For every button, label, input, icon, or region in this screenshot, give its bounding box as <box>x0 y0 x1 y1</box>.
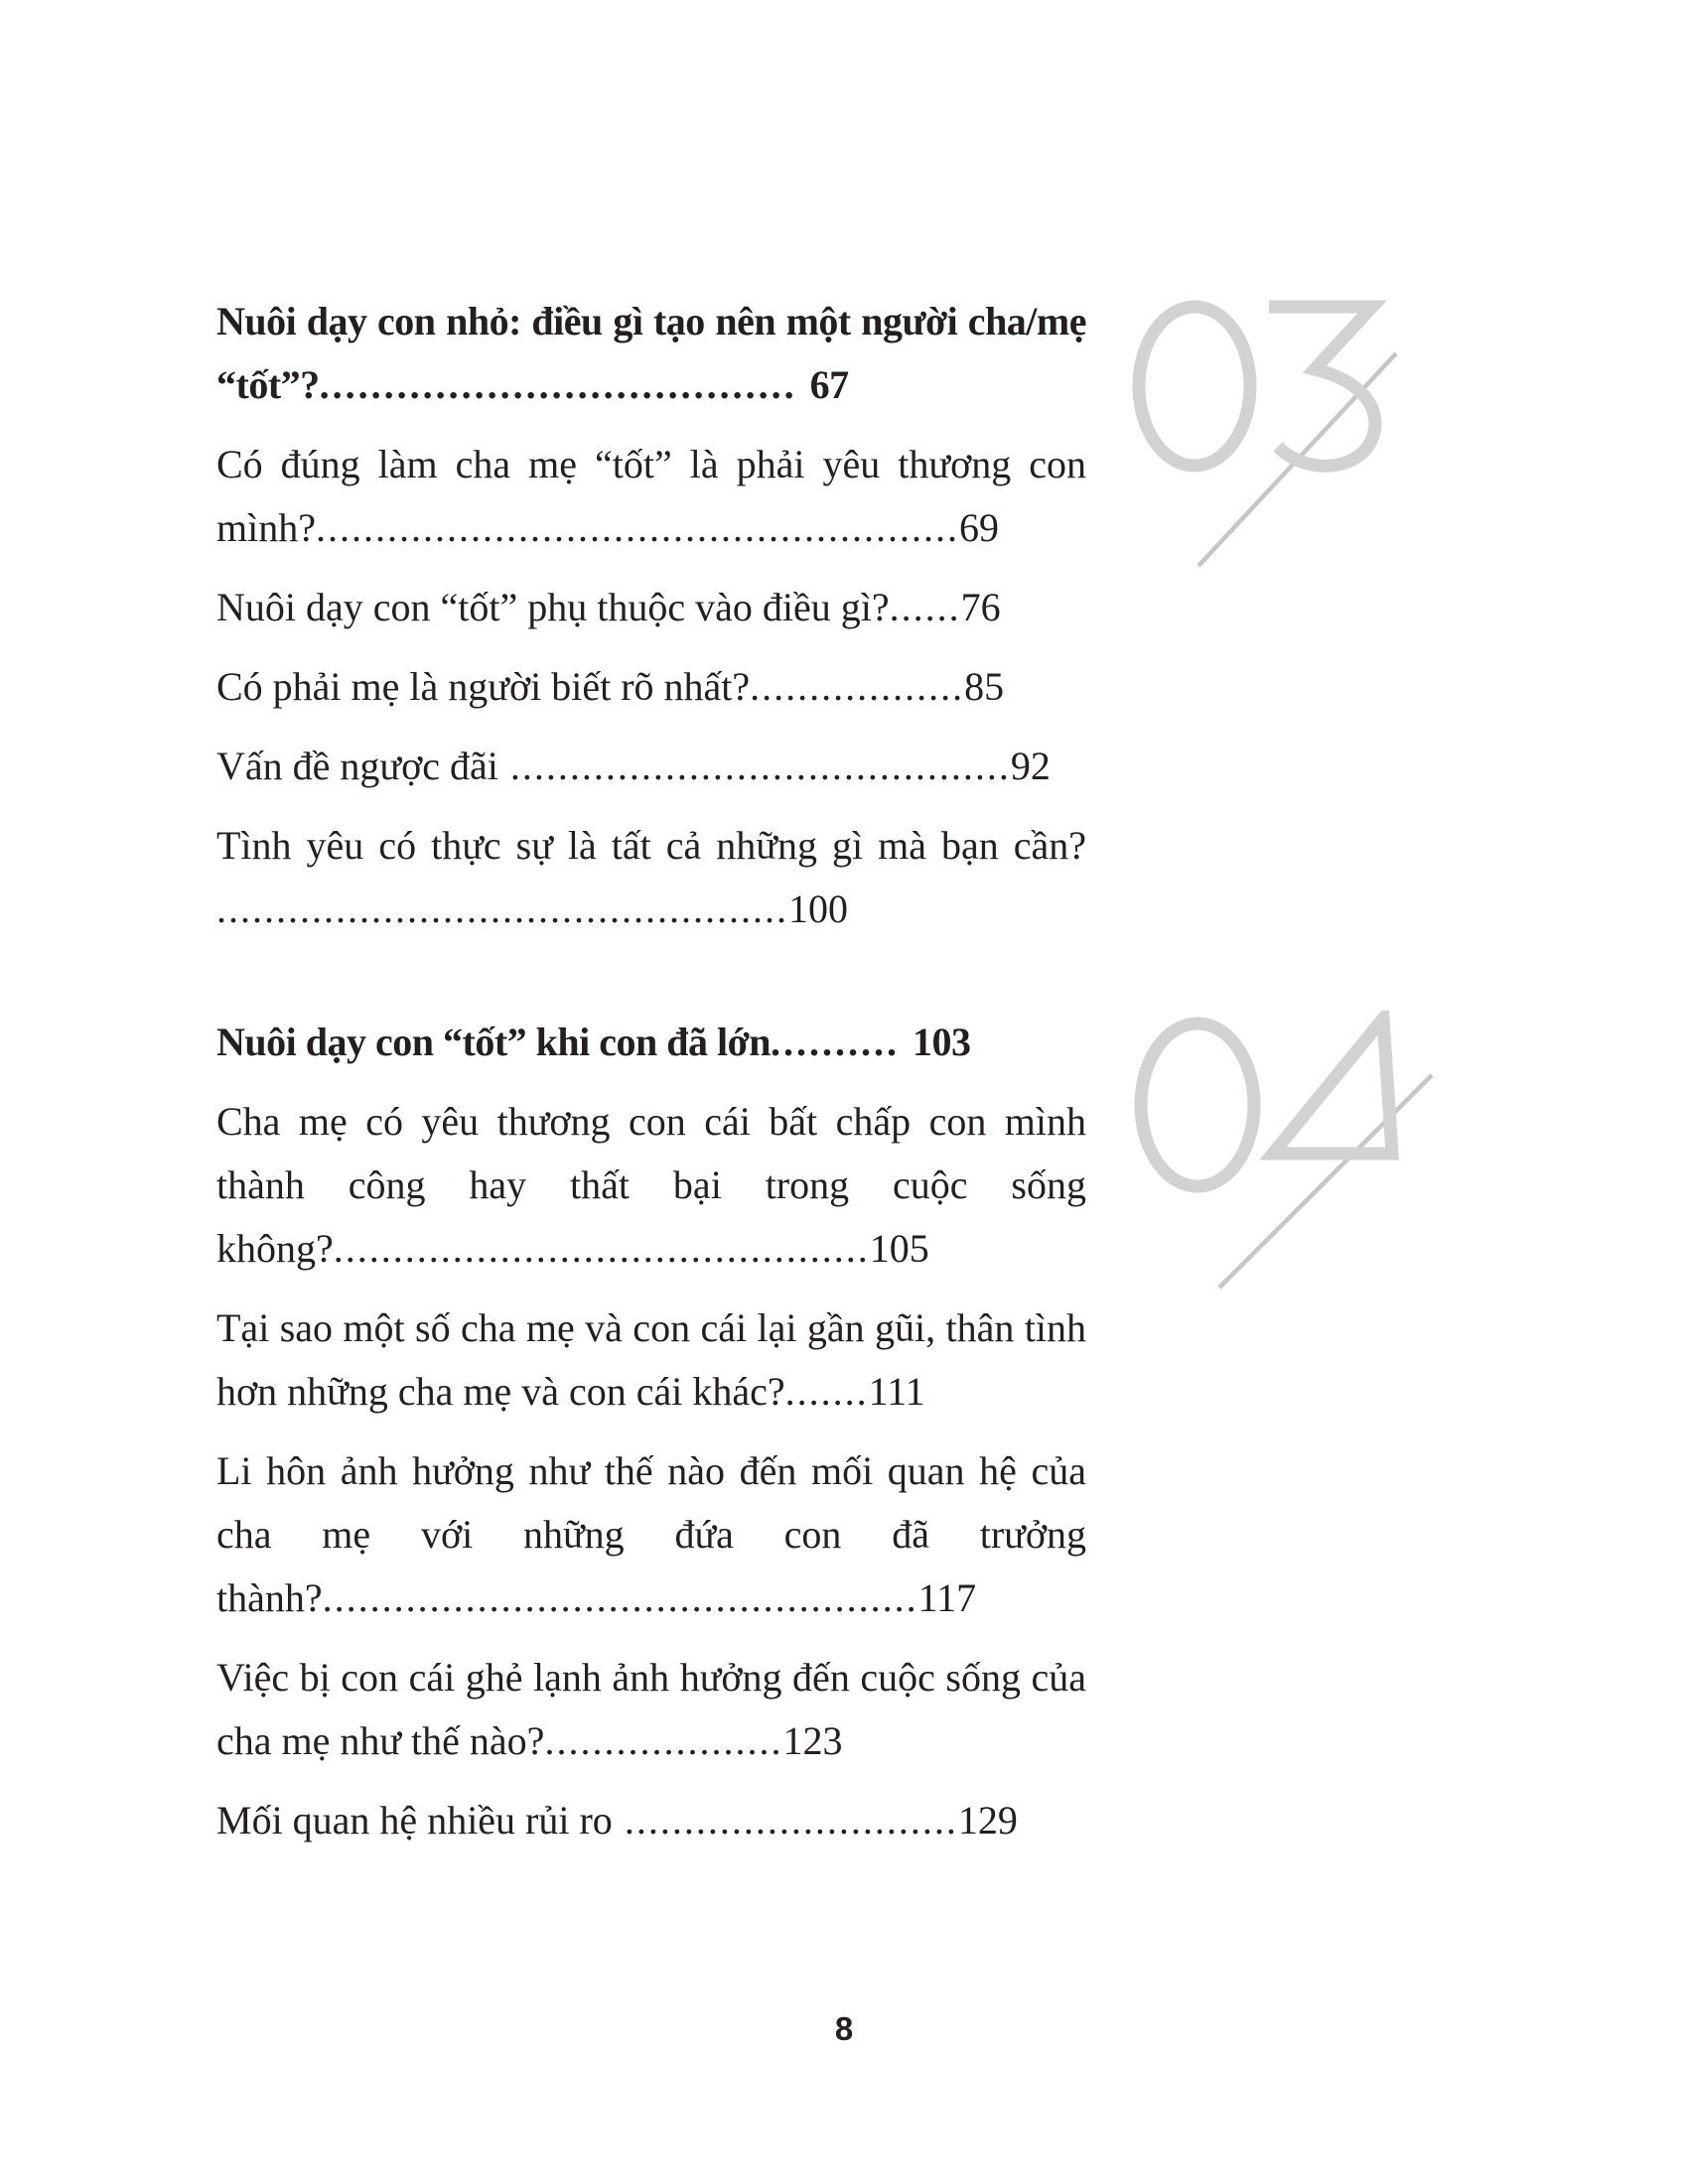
toc-entry <box>216 1090 1086 1281</box>
digit-3-shape <box>1269 307 1375 466</box>
chapter-04-heading <box>216 1011 1086 1074</box>
heading-label: Nuôi dạy con nhỏ: điều gì tạo nên một người cha/mẹ “tốt”? <box>216 299 1086 407</box>
entry-label: Tại sao một số cha mẹ và con cái lại gần gũi, thân tình hơn những cha mẹ và con cái khác? <box>216 1305 1086 1414</box>
toc-entry <box>216 1789 1086 1852</box>
diagonal-slash <box>1219 1075 1432 1288</box>
toc-entry <box>216 576 1086 639</box>
toc-entry <box>216 735 1086 798</box>
entry-label: Cha mẹ có yêu thương con cái bất chấp con mình thành công hay thất bại trong cuộc sống không? <box>216 1099 1086 1271</box>
page-number: 117 <box>917 1575 977 1620</box>
page-number: 123 <box>782 1718 843 1763</box>
page-number: 69 <box>958 505 999 550</box>
page-number: 92 <box>1010 744 1051 788</box>
toc-section-04 <box>216 1011 1086 1852</box>
entry-label: Việc bị con cái ghẻ lạnh ảnh hưởng đến cuộc sống của cha mẹ như thế nào? <box>216 1655 1086 1763</box>
dot-leader: ............................................. <box>333 1226 870 1271</box>
dot-leader: ................................................ <box>216 887 788 931</box>
dot-leader: ...................................................... <box>315 505 959 550</box>
toc-entry <box>216 1439 1086 1630</box>
dot-leader: .......................................... <box>497 744 1011 788</box>
digit-0-shape <box>1141 1024 1254 1186</box>
dot-leader: ..................................... <box>319 362 810 407</box>
chapter-03-heading <box>216 290 1086 417</box>
diagonal-slash <box>1198 353 1396 566</box>
toc-entry <box>216 433 1086 560</box>
table-of-contents <box>216 290 1086 1852</box>
dot-leader: .................................................. <box>322 1575 918 1620</box>
entry-label: Có đúng làm cha mẹ “tốt” là phải yêu thương con mình? <box>216 442 1086 550</box>
page-number: 85 <box>964 664 1005 709</box>
toc-entry <box>216 814 1086 941</box>
dot-leader: ....... <box>784 1369 869 1414</box>
page-number: 103 <box>913 1020 971 1064</box>
dot-leader: .................... <box>544 1718 783 1763</box>
folio-page-number: 8 <box>834 2010 854 2047</box>
dot-leader: ...... <box>889 585 961 629</box>
heading-label: Nuôi dạy con “tốt” khi con đã lớn <box>216 1020 771 1064</box>
entry-label: Mối quan hệ nhiều rủi ro <box>216 1798 613 1843</box>
page-number: 129 <box>957 1798 1018 1843</box>
toc-section-03 <box>216 290 1086 941</box>
toc-entry <box>216 1297 1086 1424</box>
digit-4-shape <box>1273 1019 1392 1154</box>
page-number: 67 <box>809 362 849 407</box>
toc-entry <box>216 1646 1086 1773</box>
entry-label: Tình yêu có thực sự là tất cả những gì mà bạn cần? <box>216 823 1086 868</box>
digit-0-shape <box>1139 307 1250 466</box>
entry-label: Nuôi dạy con “tốt” phụ thuộc vào điều gì? <box>216 585 890 629</box>
page-number: 105 <box>869 1226 929 1271</box>
dot-leader: .................. <box>750 664 965 709</box>
dot-leader: .......... <box>771 1020 913 1064</box>
chapter-04-numeral <box>1132 1011 1450 1308</box>
page-number: 76 <box>960 585 1001 629</box>
toc-entry <box>216 655 1086 719</box>
dot-leader: ............................ <box>612 1798 958 1843</box>
entry-label: Li hôn ảnh hưởng như thế nào đến mối quan hệ của cha mẹ với những đứa con đã trưởng thành? <box>216 1448 1086 1620</box>
chapter-03-numeral <box>1132 296 1430 584</box>
page-number: 100 <box>788 887 848 931</box>
entry-label: Có phải mẹ là người biết rõ nhất? <box>216 664 751 709</box>
page-number: 111 <box>868 1369 925 1414</box>
entry-label: Vấn đề ngược đãi <box>216 744 498 788</box>
